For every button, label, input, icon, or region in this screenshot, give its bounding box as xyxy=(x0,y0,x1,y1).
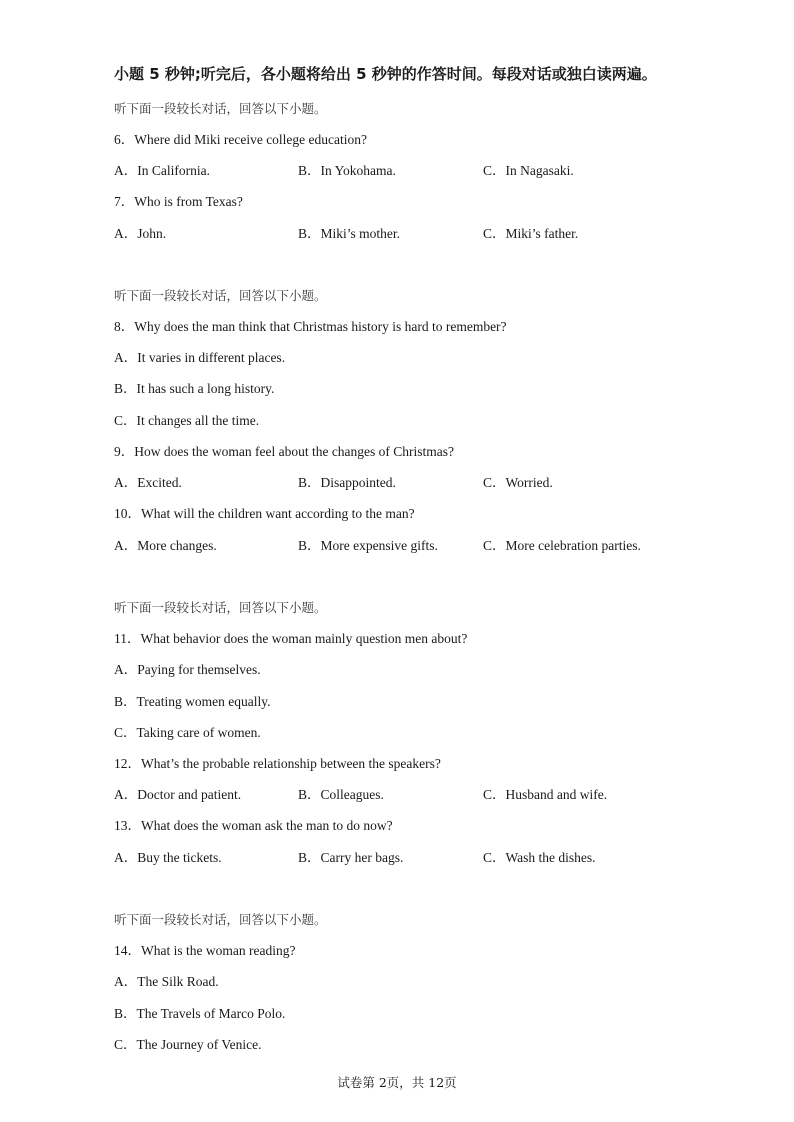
option-b[interactable]: B．Miki’s mother. xyxy=(298,226,401,241)
option-a[interactable]: A．In California. xyxy=(114,163,210,178)
question-6: 6．Where did Miki receive college education? xyxy=(114,132,368,147)
option-b[interactable]: B．Disappointed. xyxy=(298,475,396,490)
section-heading: 听下面一段较长对话，回答以下小题。 xyxy=(114,101,327,116)
question-11: 11．What behavior does the woman mainly question men about? xyxy=(114,631,468,646)
question-7: 7．Who is from Texas? xyxy=(114,194,243,209)
option-a[interactable]: A．Paying for themselves. xyxy=(114,662,261,677)
option-b[interactable]: B．Carry her bags. xyxy=(298,850,404,865)
option-a[interactable]: A．It varies in different places. xyxy=(114,350,286,365)
question-14: 14．What is the woman reading? xyxy=(114,943,296,958)
option-b[interactable]: B．In Yokohama. xyxy=(298,163,396,178)
option-c[interactable]: C．Wash the dishes. xyxy=(483,850,596,865)
option-b[interactable]: B．It has such a long history. xyxy=(114,381,275,396)
option-b[interactable]: B．Colleagues. xyxy=(298,787,384,802)
page-footer: 试卷第 2页，共 12页 xyxy=(337,1075,457,1090)
instructions-text: 小题 5 秒钟;听完后，各小题将给出 5 秒钟的作答时间。每段对话或独白读两遍。 xyxy=(114,65,657,83)
option-c[interactable]: C．Taking care of women. xyxy=(114,725,261,740)
option-a[interactable]: A．The Silk Road. xyxy=(114,974,219,989)
option-a[interactable]: A．Excited. xyxy=(114,475,182,490)
section-heading: 听下面一段较长对话，回答以下小题。 xyxy=(114,600,327,615)
option-c[interactable]: C．In Nagasaki. xyxy=(483,163,574,178)
question-12: 12．What’s the probable relationship between the speakers? xyxy=(114,756,441,771)
option-a[interactable]: A．Buy the tickets. xyxy=(114,850,222,865)
option-a[interactable]: A．John. xyxy=(114,226,167,241)
question-13: 13．What does the woman ask the man to do now? xyxy=(114,818,393,833)
option-c[interactable]: C．More celebration parties. xyxy=(483,538,641,553)
section-heading: 听下面一段较长对话，回答以下小题。 xyxy=(114,288,327,303)
question-10: 10．What will the children want according to the man? xyxy=(114,506,415,521)
option-c[interactable]: C．Miki’s father. xyxy=(483,226,579,241)
section-heading: 听下面一段较长对话，回答以下小题。 xyxy=(114,912,327,927)
option-c[interactable]: C．The Journey of Venice. xyxy=(114,1037,262,1052)
option-b[interactable]: B．More expensive gifts. xyxy=(298,538,438,553)
option-c[interactable]: C．Worried. xyxy=(483,475,553,490)
question-9: 9．How does the woman feel about the changes of Christmas? xyxy=(114,444,455,459)
option-a[interactable]: A．More changes. xyxy=(114,538,217,553)
option-b[interactable]: B．Treating women equally. xyxy=(114,694,271,709)
option-c[interactable]: C．It changes all the time. xyxy=(114,413,260,428)
option-c[interactable]: C．Husband and wife. xyxy=(483,787,608,802)
question-8: 8．Why does the man think that Christmas history is hard to remember? xyxy=(114,319,507,334)
option-a[interactable]: A．Doctor and patient. xyxy=(114,787,242,802)
option-b[interactable]: B．The Travels of Marco Polo. xyxy=(114,1006,286,1021)
